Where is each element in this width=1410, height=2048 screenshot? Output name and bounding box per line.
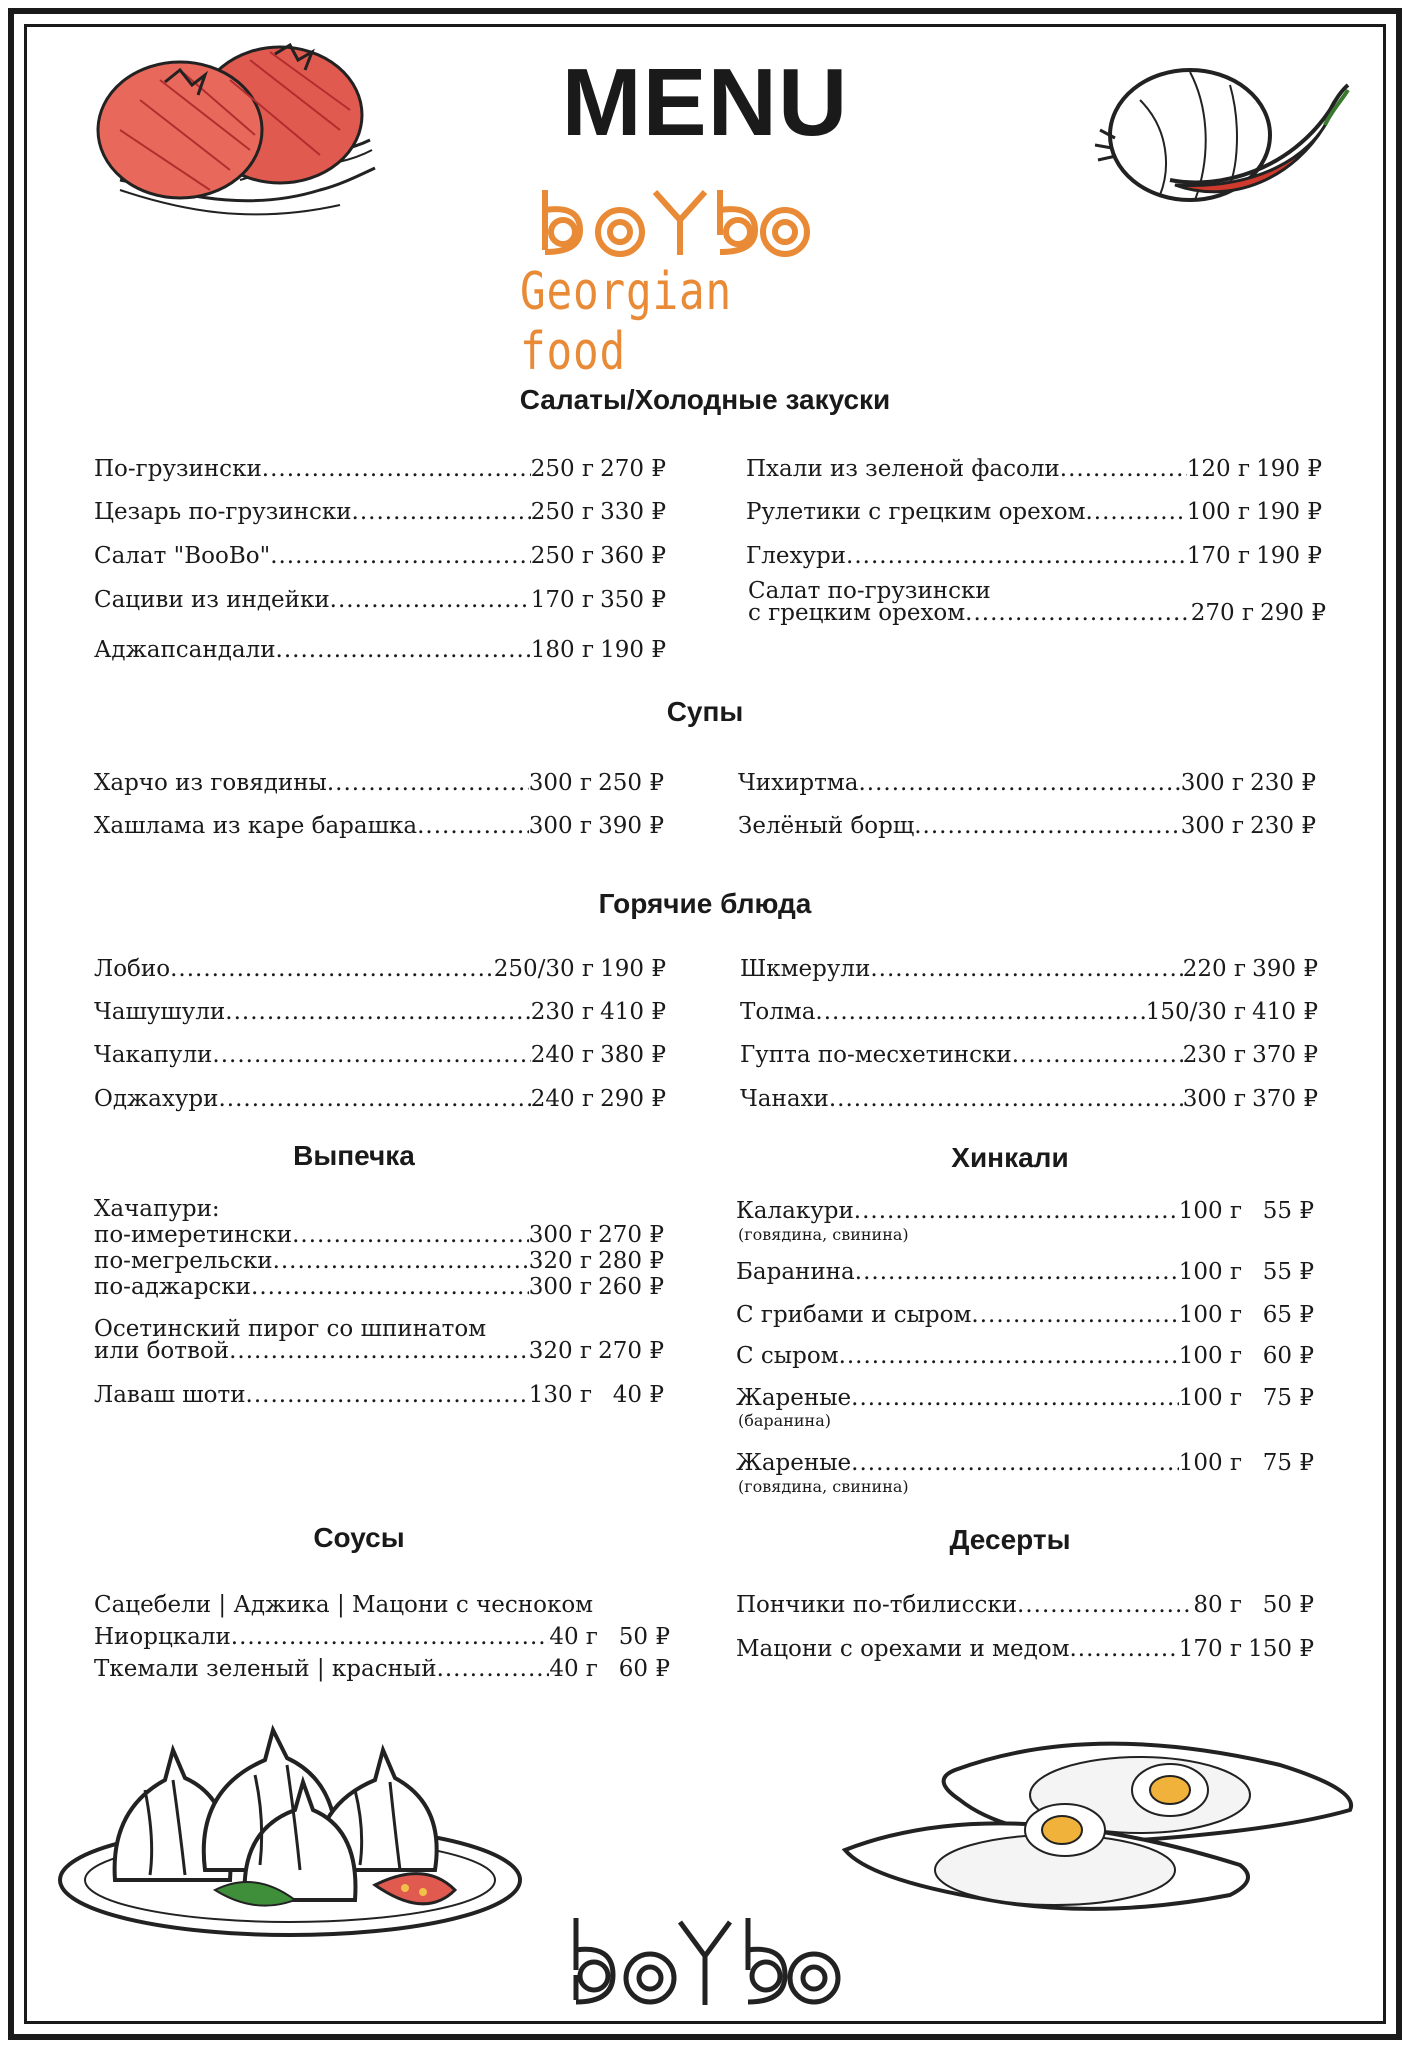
menu-item [736, 1300, 1314, 1330]
menu-item [94, 997, 666, 1027]
menu-item [736, 1383, 1314, 1413]
item-price: 410 ₽ [600, 999, 666, 1025]
section-title-hot: Горячие блюда [598, 888, 812, 919]
item-weight: 100 г [1178, 1343, 1242, 1369]
item-name: по-имеретински [94, 1222, 293, 1248]
leader-dots [846, 541, 1187, 571]
menu-item [94, 1222, 664, 1248]
menu-item [740, 997, 1318, 1027]
item-price: 260 ₽ [598, 1274, 664, 1300]
menu-item [94, 1654, 670, 1684]
item-weight: 80 г [1193, 1592, 1242, 1618]
item-price: 390 ₽ [598, 813, 664, 839]
item-name: Баранина [736, 1259, 855, 1285]
item-note: (говядина, свинина) [738, 1225, 909, 1244]
menu-item [94, 954, 666, 984]
item-weight: 250 г [530, 543, 594, 569]
item-price: 55 ₽ [1262, 1259, 1314, 1285]
menu-item [94, 1040, 666, 1070]
section-title-soups: Супы [666, 696, 744, 727]
item-price: 60 ₽ [1262, 1343, 1314, 1369]
item-weight: 100 г [1178, 1302, 1242, 1328]
item-price: 55 ₽ [1262, 1198, 1314, 1224]
item-weight: 40 г [549, 1656, 598, 1682]
item-weight: 150/30 г [1145, 999, 1246, 1025]
item-weight: 170 г [1186, 543, 1250, 569]
item-price: 190 ₽ [600, 637, 666, 663]
item-name: Пончики по-тбилисски [736, 1592, 1018, 1618]
item-name: Чихиртма [738, 770, 859, 796]
item-name: по-мегрельски [94, 1248, 273, 1274]
item-weight: 250 г [530, 456, 594, 482]
leader-dots [829, 1084, 1183, 1114]
item-name: Ниорцкали [94, 1624, 231, 1650]
item-weight: 170 г [1178, 1636, 1242, 1662]
item-price: 190 ₽ [1256, 499, 1322, 525]
section-title-khinkali: Хинкали [951, 1142, 1069, 1173]
item-name: Харчо из говядины [94, 770, 327, 796]
item-weight: 40 г [549, 1624, 598, 1650]
item-name: Пхали из зеленой фасоли [746, 456, 1060, 482]
item-weight: 300 г [528, 1222, 592, 1248]
menu-item [740, 1084, 1318, 1114]
leader-dots [914, 811, 1180, 841]
leader-dots [270, 541, 531, 571]
menu-item [738, 811, 1316, 841]
menu-item [736, 1634, 1314, 1664]
menu-item [94, 497, 666, 527]
menu-item [94, 1338, 664, 1364]
item-weight: 120 г [1186, 456, 1250, 482]
item-weight: 100 г [1178, 1259, 1242, 1285]
boobo-logo [535, 180, 815, 260]
menu-item [94, 585, 666, 615]
menu-item [740, 1040, 1318, 1070]
menu-item [740, 954, 1318, 984]
item-name: Жареные [736, 1385, 852, 1411]
item-weight: 250 г [530, 499, 594, 525]
item-price: 350 ₽ [600, 587, 666, 613]
item-price: 230 ₽ [1250, 813, 1316, 839]
item-name: Зелёный борщ [738, 813, 915, 839]
leader-dots [965, 601, 1191, 625]
menu-item [738, 768, 1316, 798]
section-title-pastry: Выпечка [293, 1140, 415, 1171]
item-price: 360 ₽ [600, 543, 666, 569]
leader-dots [330, 585, 531, 615]
item-note: (баранина) [738, 1411, 831, 1430]
leader-dots [352, 497, 531, 527]
leader-dots [417, 811, 529, 841]
leader-dots [229, 1338, 529, 1364]
leader-dots [276, 635, 531, 665]
item-weight: 100 г [1178, 1450, 1242, 1476]
menu-item [736, 1341, 1314, 1371]
item-name: Цезарь по-грузински [94, 499, 352, 525]
item-price: 370 ₽ [1252, 1086, 1318, 1112]
leader-dots [858, 768, 1180, 798]
menu-item [94, 1274, 664, 1300]
item-price: 50 ₽ [618, 1624, 670, 1650]
menu-item [94, 768, 664, 798]
leader-dots [815, 997, 1145, 1027]
leader-dots [218, 1084, 530, 1114]
item-price: 270 ₽ [598, 1222, 664, 1248]
item-weight: 100 г [1186, 499, 1250, 525]
menu-item [94, 635, 666, 665]
menu-item [94, 1248, 664, 1274]
item-weight: 300 г [528, 1274, 592, 1300]
item-name: Салат "BooBo" [94, 543, 271, 569]
item-price: 40 ₽ [612, 1382, 664, 1408]
leader-dots [251, 1274, 529, 1300]
menu-item [94, 1084, 666, 1114]
item-name: Глехури [746, 543, 847, 569]
item-weight: 300 г [528, 770, 592, 796]
item-name: Толма [740, 999, 816, 1025]
item-name: Ткемали зеленый | красный [94, 1656, 437, 1682]
leader-dots [437, 1654, 550, 1684]
item-name: С грибами и сыром [736, 1302, 972, 1328]
leader-dots [851, 1383, 1179, 1413]
item-name: по-аджарски [94, 1274, 252, 1300]
item-weight: 230 г [1182, 1042, 1246, 1068]
tagline: Georgian food [520, 262, 732, 382]
sauces-line1: Сацебели | Аджика | Мацони с чесноком [94, 1592, 594, 1618]
leader-dots [231, 1622, 550, 1652]
item-name: Жареные [736, 1450, 852, 1476]
item-name: Лаваш шоти [94, 1382, 246, 1408]
item-weight: 130 г [528, 1382, 592, 1408]
leader-dots [327, 768, 529, 798]
item-weight: 100 г [1178, 1385, 1242, 1411]
item-price: 270 ₽ [598, 1338, 664, 1364]
section-title-salads: Салаты/Холодные закуски [519, 384, 891, 415]
leader-dots [246, 1380, 529, 1410]
item-price: 410 ₽ [1252, 999, 1318, 1025]
leader-dots [1017, 1590, 1193, 1620]
item-weight: 180 г [530, 637, 594, 663]
menu-item [94, 1622, 670, 1652]
leader-dots [212, 1040, 530, 1070]
leader-dots [854, 1196, 1179, 1226]
boobo-logo [568, 1910, 843, 2010]
item-name: с грецким орехом [748, 600, 966, 626]
item-name: Рулетики с грецким орехом [746, 499, 1086, 525]
menu-item [736, 1448, 1314, 1478]
leader-dots [851, 1448, 1179, 1478]
menu-item [736, 1257, 1314, 1287]
item-name: Сациви из индейки [94, 587, 330, 613]
item-price: 370 ₽ [1252, 1042, 1318, 1068]
leader-dots [839, 1341, 1179, 1371]
item-name: или ботвой [94, 1338, 230, 1364]
item-name: Хашлама из каре барашка [94, 813, 418, 839]
item-price: 380 ₽ [600, 1042, 666, 1068]
item-name-line1: Салат по-грузински [748, 578, 991, 604]
item-weight: 320 г [528, 1338, 592, 1364]
menu-item [746, 497, 1322, 527]
item-price: 250 ₽ [598, 770, 664, 796]
item-name: Гупта по-месхетински [740, 1042, 1012, 1068]
item-weight: 240 г [530, 1086, 594, 1112]
item-weight: 220 г [1182, 956, 1246, 982]
item-name: Чакапули [94, 1042, 213, 1068]
section-title-desserts: Десерты [949, 1524, 1071, 1555]
pie-line1: Осетинский пирог со шпинатом [94, 1316, 487, 1342]
menu-item [748, 601, 1326, 625]
leader-dots [1060, 454, 1187, 484]
leader-dots [170, 954, 494, 984]
menu-item [94, 454, 666, 484]
leader-dots [262, 454, 531, 484]
item-name: Мацони с орехами и медом [736, 1636, 1070, 1662]
item-weight: 240 г [530, 1042, 594, 1068]
item-price: 330 ₽ [600, 499, 666, 525]
item-weight: 300 г [1182, 1086, 1246, 1112]
leader-dots [1012, 1040, 1183, 1070]
item-weight: 300 г [1180, 770, 1244, 796]
item-price: 60 ₽ [618, 1656, 670, 1682]
item-name: Аджапсандали [94, 637, 276, 663]
item-price: 75 ₽ [1262, 1385, 1314, 1411]
item-weight: 300 г [528, 813, 592, 839]
menu-item [736, 1590, 1314, 1620]
menu-item [746, 454, 1322, 484]
khachapuri-label: Хачапури: [94, 1196, 220, 1222]
item-price: 150 ₽ [1248, 1636, 1314, 1662]
item-name: Чанахи [740, 1086, 829, 1112]
menu-item [94, 1380, 664, 1410]
leader-dots [225, 997, 530, 1027]
item-price: 50 ₽ [1262, 1592, 1314, 1618]
item-weight: 250/30 г [493, 956, 594, 982]
item-weight: 100 г [1178, 1198, 1242, 1224]
item-price: 290 ₽ [600, 1086, 666, 1112]
menu-item [94, 541, 666, 571]
menu-item [94, 811, 664, 841]
leader-dots [273, 1248, 529, 1274]
leader-dots [1070, 1634, 1179, 1664]
item-name: Чашушули [94, 999, 226, 1025]
khachapuri-illustration [840, 1720, 1360, 1930]
leader-dots [855, 1257, 1179, 1287]
item-name: Лобио [94, 956, 171, 982]
item-name: Шкмерули [740, 956, 871, 982]
item-weight: 230 г [530, 999, 594, 1025]
item-price: 280 ₽ [598, 1248, 664, 1274]
menu-item [736, 1196, 1314, 1226]
item-price: 190 ₽ [1256, 543, 1322, 569]
item-price: 75 ₽ [1262, 1450, 1314, 1476]
item-weight: 270 г [1190, 600, 1254, 626]
item-name: Калакури [736, 1198, 854, 1224]
item-name: С сыром [736, 1343, 839, 1369]
item-price: 290 ₽ [1260, 600, 1326, 626]
section-title-sauces: Соусы [313, 1522, 405, 1553]
item-price: 65 ₽ [1262, 1302, 1314, 1328]
item-name: По-грузински [94, 456, 262, 482]
item-price: 190 ₽ [600, 956, 666, 982]
item-weight: 320 г [528, 1248, 592, 1274]
item-price: 190 ₽ [1256, 456, 1322, 482]
item-name: Оджахури [94, 1086, 219, 1112]
leader-dots [292, 1222, 529, 1248]
item-price: 390 ₽ [1252, 956, 1318, 982]
leader-dots [1085, 497, 1186, 527]
item-note: (говядина, свинина) [738, 1477, 909, 1496]
item-price: 230 ₽ [1250, 770, 1316, 796]
menu-title: MENU [561, 49, 849, 156]
item-weight: 170 г [530, 587, 594, 613]
leader-dots [971, 1300, 1178, 1330]
menu-item [746, 541, 1322, 571]
item-price: 270 ₽ [600, 456, 666, 482]
leader-dots [870, 954, 1182, 984]
item-weight: 300 г [1180, 813, 1244, 839]
khinkali-plate-illustration [55, 1720, 525, 1940]
